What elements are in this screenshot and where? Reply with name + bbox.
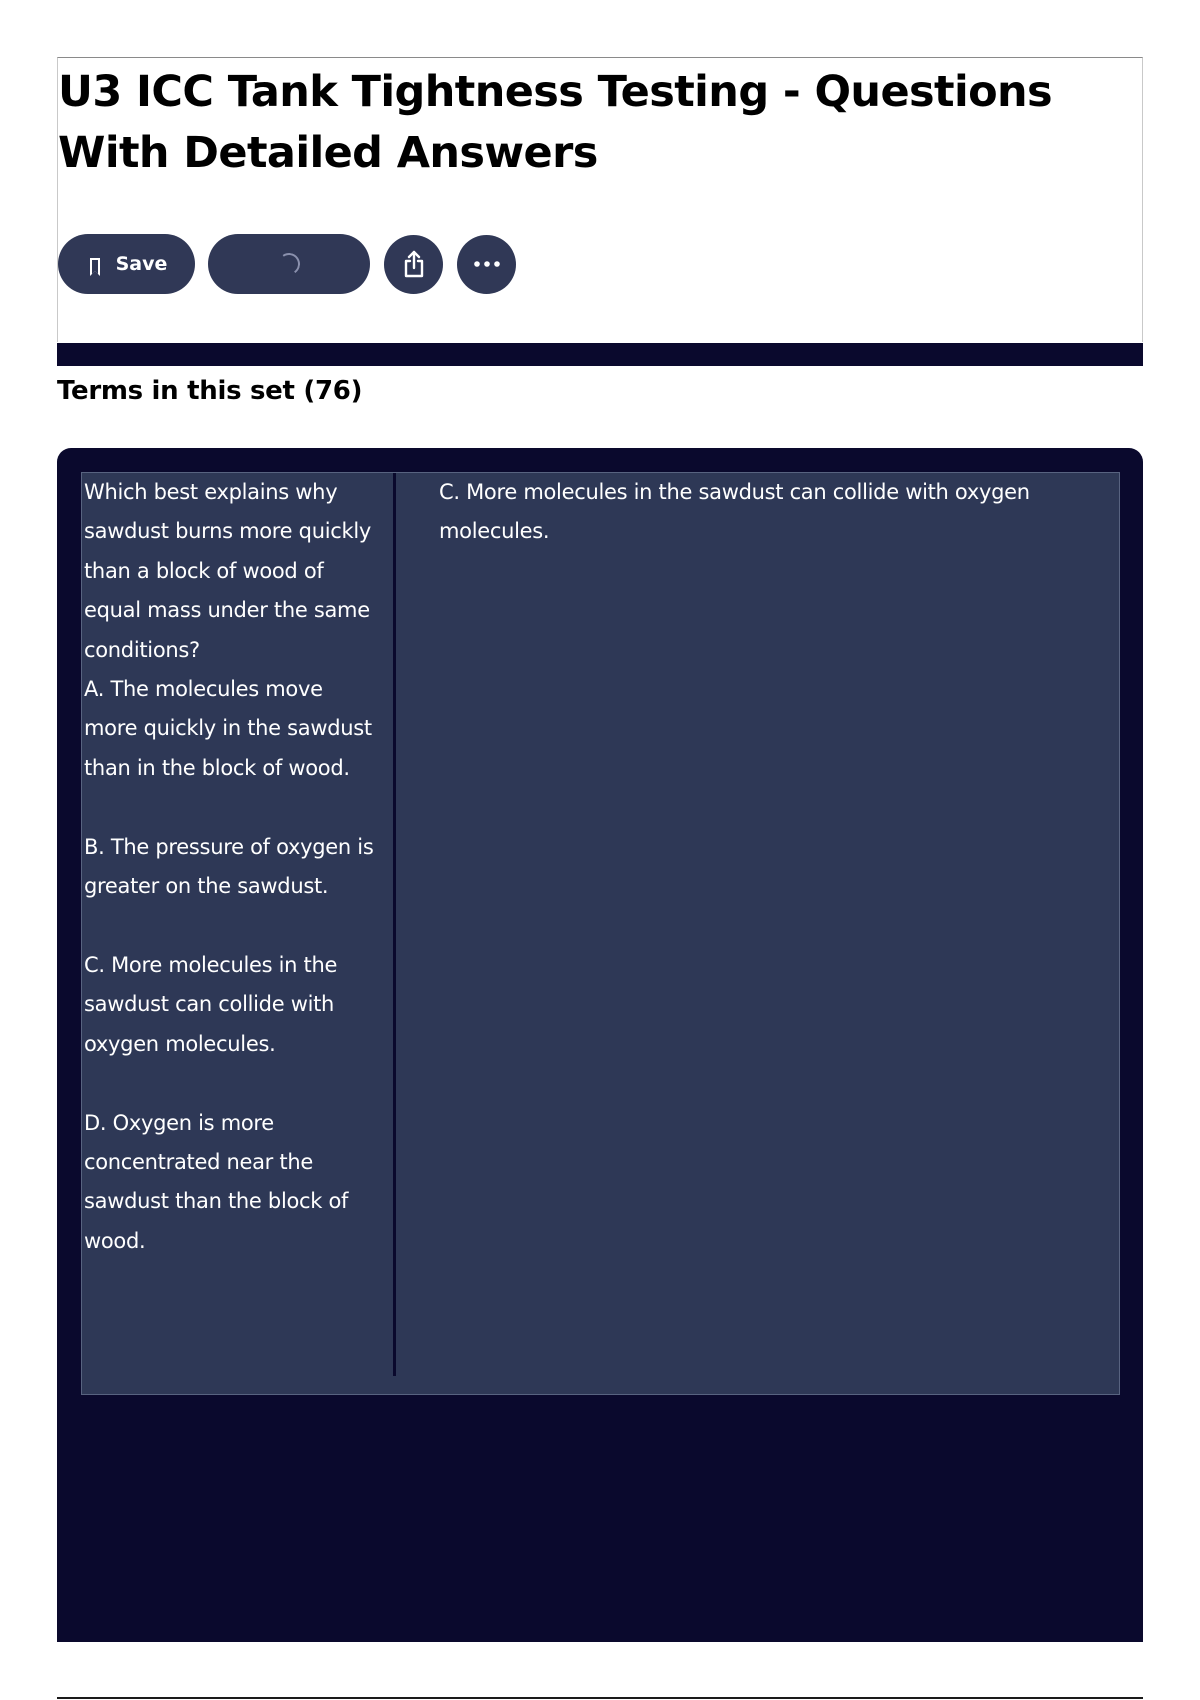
loading-button[interactable] bbox=[208, 234, 370, 294]
set-header bbox=[57, 57, 1143, 342]
footer-divider bbox=[57, 1697, 1143, 1699]
term-side bbox=[82, 473, 396, 1376]
term-card bbox=[81, 472, 1120, 1395]
terms-count-heading: Terms in this set (76) bbox=[57, 376, 363, 406]
action-bar bbox=[58, 234, 516, 294]
save-button[interactable] bbox=[58, 234, 195, 294]
more-options-button[interactable] bbox=[457, 235, 516, 294]
section-divider bbox=[57, 343, 1143, 366]
term-text: Which best explains why sawdust burns more quickly than a block of wood of equal mass under the same conditions? A. The molecules move more quickly in the sawdust than in the block of wood. B. The pressure of oxygen is greater on the sawdust. C. More molecules in the sawdust can collide with oxygen molecules. D. Oxygen is more concentrated near the sawdust than the block of wood. bbox=[84, 480, 374, 1253]
bookmark-icon bbox=[90, 258, 100, 271]
more-icon bbox=[473, 260, 501, 268]
spinner-icon bbox=[276, 251, 301, 276]
share-icon bbox=[401, 250, 427, 278]
definition-text: C. More molecules in the sawdust can collide with oxygen molecules. bbox=[439, 480, 1030, 544]
set-title: U3 ICC Tank Tightness Testing - Questions With Detailed Answers bbox=[58, 67, 1053, 178]
save-button-label: Save bbox=[115, 253, 168, 275]
share-button[interactable] bbox=[384, 235, 443, 294]
terms-list bbox=[57, 448, 1143, 1642]
